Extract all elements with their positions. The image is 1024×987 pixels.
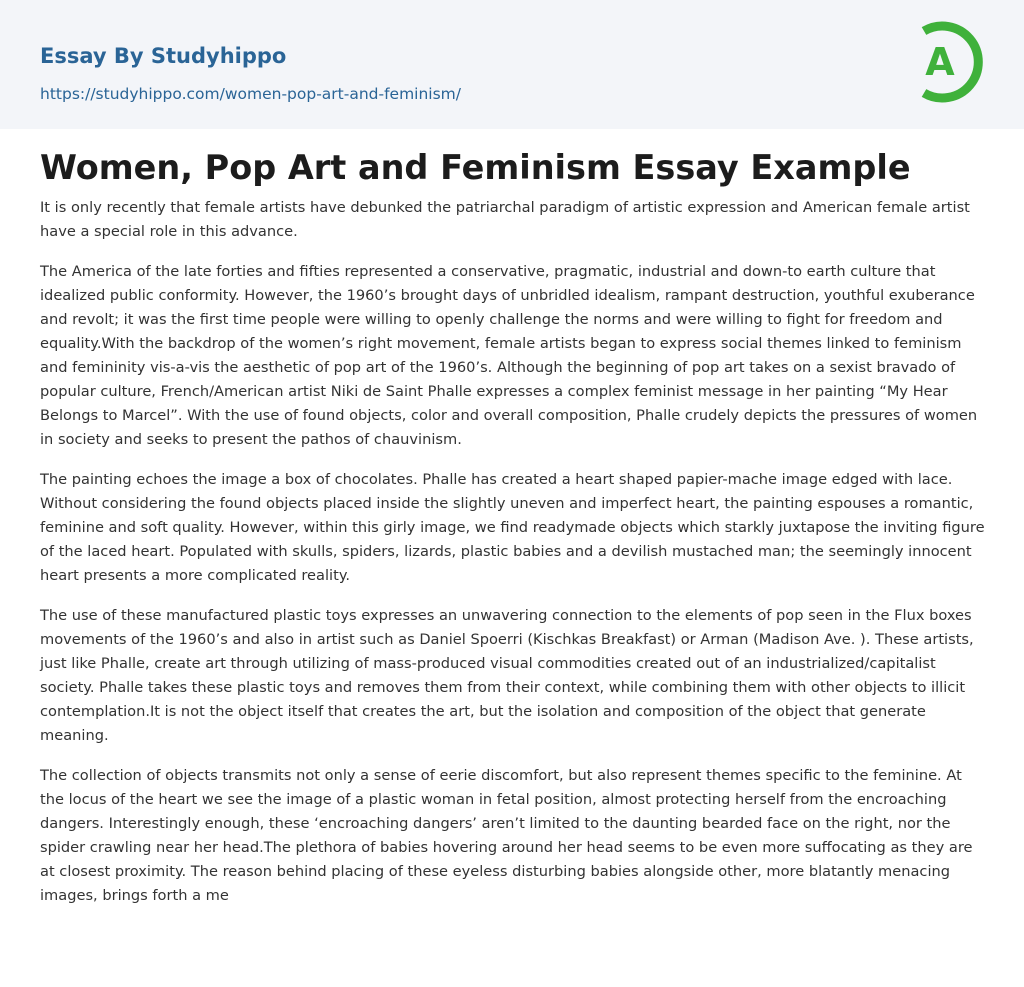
logo-letter: A <box>925 40 955 84</box>
brand-title[interactable]: Essay By Studyhippo <box>40 44 287 68</box>
site-header <box>0 0 1024 129</box>
essay-paragraph-4: The use of these manufactured plastic toys expresses an unwavering connection to the elements of pop seen in the Flux boxes movements of the 1960’s and also in artist such as Daniel Spoerri (Kischkas Breakfast) or Arman (Madison Ave. ). These artists, just like Phalle, create art through utilizing of mass-produced visual commodities created out of an industrialized/capitalist society. Phalle takes these plastic toys and removes them from their context, while combining them with other objects to illicit contemplation.It is not the object itself that creates the art, but the isolation and composition of the object that generate meaning. <box>40 607 974 744</box>
essay-paragraph-3: The painting echoes the image a box of chocolates. Phalle has created a heart shaped papier-mache image edged with lace. Without considering the found objects placed inside the slightly uneven and imperfect heart, the painting espouses a romantic, feminine and soft quality. However, within this girly image, we find readymade objects which starkly juxtapose the inviting figure of the laced heart. Populated with skulls, spiders, lizards, plastic babies and a devilish mustached man; the seemingly innocent heart presents a more complicated reality. <box>40 471 985 584</box>
essay-paragraph-2: The America of the late forties and fifties represented a conservative, pragmatic, industrial and down-to earth culture that idealized public conformity. However, the 1960’s brought days of unbridled idealism, rampant destruction, youthful exuberance and revolt; it was the first time people were willing to openly challenge the norms and were willing to fight for freedom and equality.With the backdrop of the women’s right movement, female artists began to express social themes linked to feminism and femininity vis-a-vis the aesthetic of pop art of the 1960’s. Although the beginning of pop art takes on a sexist bravado of popular culture, French/American artist Niki de Saint Phalle expresses a complex feminist message in her painting “My Hear Belongs to Marcel”. With the use of found objects, color and overall composition, Phalle crudely depicts the pressures of women in society and seeks to present the pathos of chauvinism. <box>40 263 978 448</box>
essay-paragraph-5: The collection of objects transmits not only a sense of eerie discomfort, but also represent themes specific to the feminine. At the locus of the heart we see the image of a plastic woman in fetal position, almost protecting herself from the encroaching dangers. Interestingly enough, these ‘encroaching dangers’ aren’t limited to the daunting bearded face on the right, nor the spider crawling near her head.The plethora of babies hovering around her head seems to be even more suffocating as they are at closest proximity. The reason behind placing of these eyeless disturbing babies alongside other, more blatantly menacing images, brings forth a me <box>40 767 973 904</box>
essay-url-link[interactable]: https://studyhippo.com/women-pop-art-and-feminism/ <box>40 85 462 103</box>
essay-content <box>40 140 986 924</box>
essay-paragraph-1: It is only recently that female artists have debunked the patriarchal paradigm of artistic expression and American female artist have a special role in this advance. <box>40 199 970 240</box>
essay-title: Women, Pop Art and Feminism Essay Example <box>40 148 911 187</box>
studyhippo-logo-icon[interactable] <box>912 19 986 105</box>
